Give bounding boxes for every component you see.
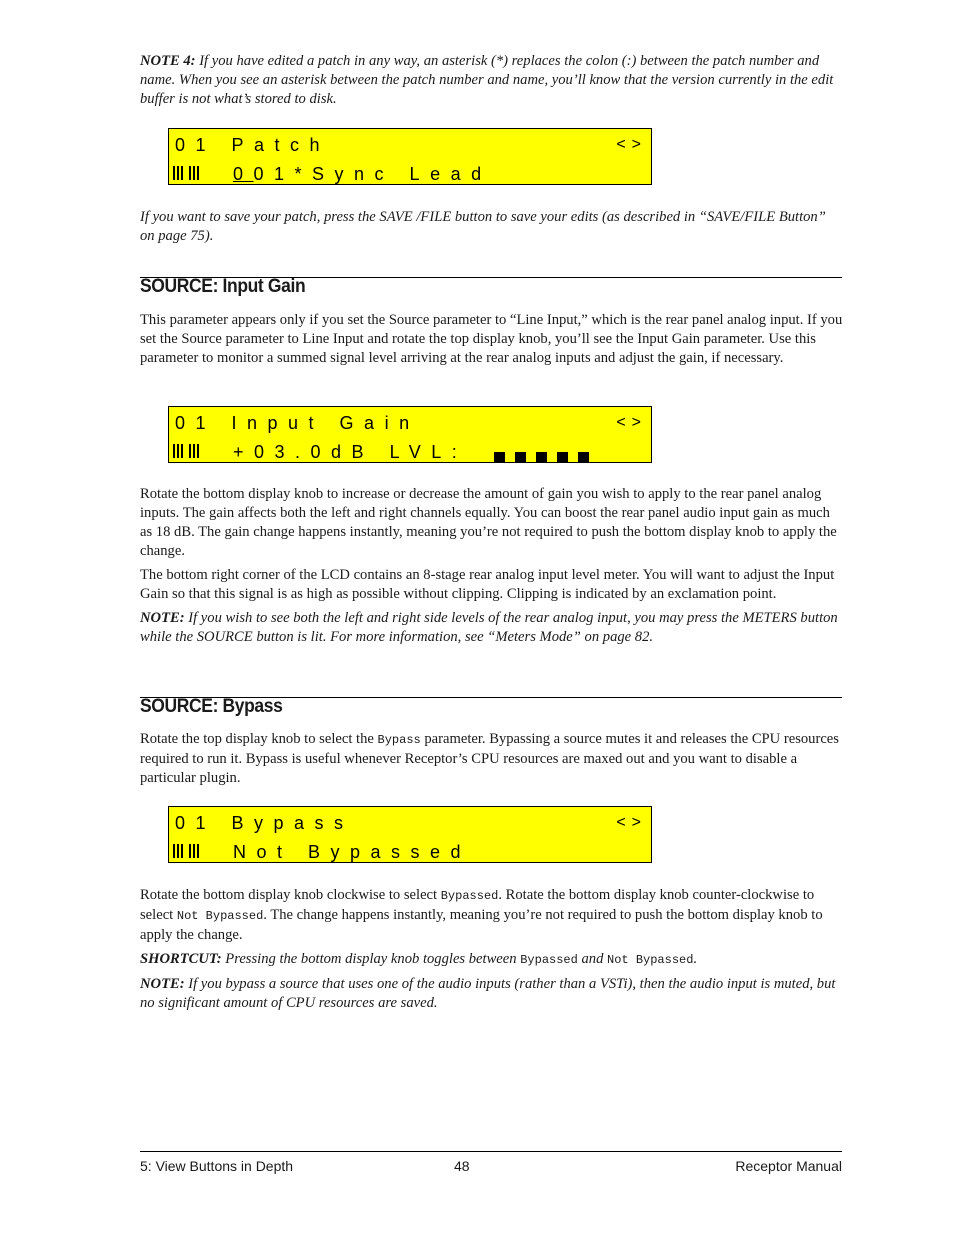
lcd-display-patch [168, 128, 652, 185]
note-4-label: NOTE 4: [140, 53, 196, 69]
section-heading-input-gain: SOURCE: Input Gain [140, 276, 306, 297]
input-gain-para2: The bottom right corner of the LCD contains an 8-stage rear analog input level meter. You will want to adjust the Input Gain so that this signal is as high as possible without clipping. Clipping is indicated by an exclamation point. [140, 567, 835, 602]
stereo-meter-icon [173, 444, 207, 460]
lcd-arrows: <> [616, 136, 647, 153]
shortcut-end: . [693, 951, 698, 967]
footer-page-number: 48 [454, 1158, 470, 1174]
bypass-note-text: If you bypass a source that uses one of the audio inputs (rather than a VSTi), then the audio input is muted, but no significant amount of CPU resources are saved. [140, 976, 836, 1011]
meter-segment [515, 452, 526, 463]
bypass-intro-b: parameter. Bypassing a source mutes it and releases the CPU resources required to run it. Bypass is useful whenever Receptor’s CPU resources are maxed out and you want to disable a particular plugin. [140, 731, 839, 786]
bypass-note-label: NOTE: [140, 976, 185, 992]
lcd-row1: 01 Patch [175, 135, 331, 155]
lcd-display-input-gain [168, 406, 652, 463]
meter-segment [536, 452, 547, 463]
input-gain-intro-text: This parameter appears only if you set the Source parameter to “Line Input,” which is the rear panel analog input. If you set the Source parameter to Line Input and rotate the top display knob, you’ll see the Input Gain parameter. Use this parameter to monitor a summed signal level arriving at the rear analog inputs and adjust the gain, if necessary. [140, 312, 843, 366]
bypass-para-b: . Rotate the bottom display knob counter-clockwise to select [140, 887, 815, 923]
input-gain-note-text: If you wish to see both the left and right side levels of the rear analog input, you may press the METERS button while the SOURCE button is lit. For more information, see “Meters Mode” on page 82. [140, 610, 838, 645]
lcd-arrows: <> [616, 414, 647, 431]
save-note-text: If you want to save your patch, press the SAVE /FILE button to save your edits (as described in “SAVE/FILE Button” on page 75). [140, 209, 826, 244]
lcd-row2: Not Bypassed [233, 842, 472, 862]
bypass-para-a: Rotate the bottom display knob clockwise to select [140, 887, 441, 903]
bypass-para-c: . The change happens instantly, meaning you’re not required to push the bottom display knob to apply the change. [140, 907, 823, 943]
note-4 [140, 52, 843, 109]
section-heading-bypass: SOURCE: Bypass [140, 696, 283, 717]
bypass-intro-a: Rotate the top display knob to select the [140, 731, 378, 747]
not-bypassed-code: Not Bypassed [176, 909, 264, 923]
meter-segment [494, 452, 505, 463]
lcd-row1: 01 Input Gain [175, 413, 420, 433]
footer-rule [140, 1151, 842, 1152]
shortcut-not-bypassed-code: Not Bypassed [607, 953, 694, 967]
meter-segment [557, 452, 568, 463]
input-gain-para1: Rotate the bottom display knob to increase or decrease the amount of gain you wish to apply to the rear panel analog inputs. The gain affects both the left and right channels equally. You can boost the rear panel audio input gain as much as 18 dB. The gain change happens instantly, meaning you’re not required to push the bottom display knob to apply the change. [140, 486, 837, 559]
bypass-body [140, 886, 843, 1013]
meter-segment [578, 452, 589, 463]
lcd-row2: +03.0dB LVL: [233, 442, 468, 462]
stereo-meter-icon [173, 844, 207, 860]
lcd-display-bypass [168, 806, 652, 863]
shortcut-and: and [577, 951, 608, 967]
lcd-arrows: <> [616, 814, 647, 831]
shortcut-text-a: Pressing the bottom display knob toggles between [221, 951, 521, 967]
save-note [140, 208, 843, 246]
lcd-cursor-digit: 0 [233, 164, 254, 184]
lcd-row2-text: 01*Sync Lead [253, 164, 492, 184]
shortcut-bypassed-code: Bypassed [520, 953, 578, 967]
level-meter [494, 447, 599, 459]
note-4-text: If you have edited a patch in any way, an asterisk (*) replaces the colon (:) between the patch number and name. When you see an asterisk between the patch number and name, you’ll know that the version currently in the edit buffer is not what’s stored to disk. [140, 53, 834, 107]
input-gain-intro [140, 311, 843, 368]
bypass-intro [140, 730, 843, 788]
input-gain-note-label: NOTE: [140, 610, 185, 626]
lcd-row2 [233, 162, 492, 186]
lcd-row1: 01 Bypass [175, 813, 354, 833]
input-gain-body [140, 485, 843, 647]
bypass-param-code: Bypass [377, 733, 421, 747]
shortcut-label: SHORTCUT: [140, 951, 222, 967]
footer-manual-title: Receptor Manual [735, 1158, 842, 1174]
stereo-meter-icon [173, 166, 207, 182]
bypassed-code: Bypassed [440, 889, 499, 903]
footer-chapter: 5: View Buttons in Depth [140, 1158, 294, 1174]
